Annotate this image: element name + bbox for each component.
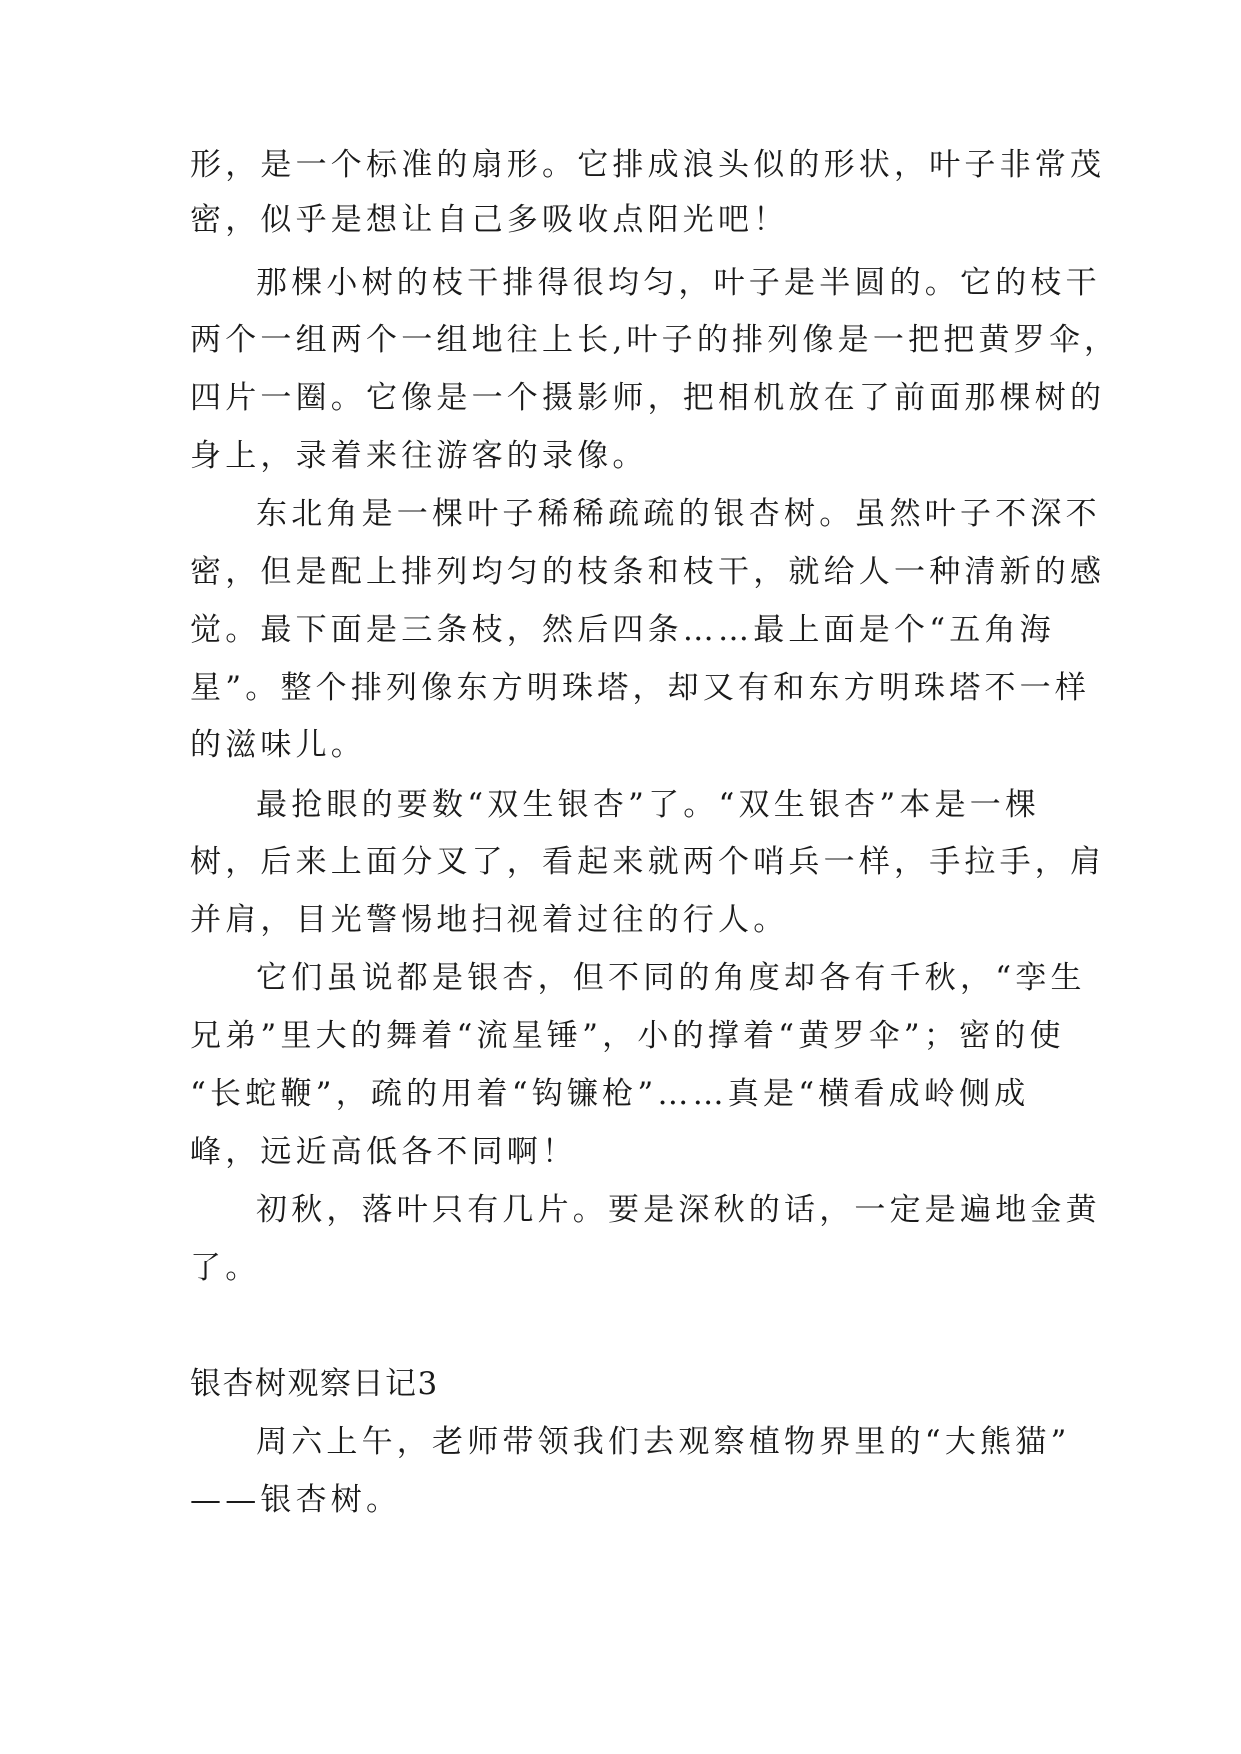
paragraph-line: 东北角是一棵叶子稀稀疏疏的银杏树。虽然叶子不深不 (256, 496, 1101, 532)
paragraph-line: “长蛇鞭”，疏的用着“钩镰枪”……真是“横看成岭侧成 (190, 1076, 1030, 1112)
paragraph-line: 并肩，目光警惕地扫视着过往的行人。 (190, 902, 789, 938)
paragraph-line: 树，后来上面分叉了，看起来就两个哨兵一样，手拉手，肩 (190, 844, 1106, 880)
paragraph-line: ——银杏树。 (190, 1482, 402, 1518)
paragraph-line: 的滋味儿。 (190, 727, 366, 763)
paragraph-line: 那棵小树的枝干排得很均匀，叶子是半圆的。它的枝干 (256, 265, 1101, 301)
paragraph-line: 身上，录着来往游客的录像。 (190, 438, 648, 474)
paragraph-line: 最抢眼的要数“双生银杏”了。“双生银杏”本是一棵 (256, 787, 1041, 823)
paragraph-line: 四片一圈。它像是一个摄影师，把相机放在了前面那棵树的 (190, 380, 1106, 416)
paragraph-line: 星”。整个排列像东方明珠塔，却又有和东方明珠塔不一样 (190, 670, 1091, 706)
paragraph-line: 它们虽说都是银杏，但不同的角度却各有千秋，“孪生 (256, 960, 1086, 996)
paragraph-line: 兄弟”里大的舞着“流星锤”，小的撑着“黄罗伞”；密的使 (190, 1018, 1065, 1054)
paragraph-line: 峰，远近高低各不同啊！ (190, 1134, 578, 1170)
paragraph-line: 了。 (190, 1250, 261, 1286)
paragraph-line: 周六上午，老师带领我们去观察植物界里的“大熊猫” (256, 1424, 1071, 1460)
paragraph-line: 密，但是配上排列均匀的枝条和枝干，就给人一种清新的感 (190, 554, 1106, 590)
paragraph-line: 觉。最下面是三条枝，然后四条……最上面是个“五角海 (190, 612, 1055, 648)
paragraph-line: 初秋，落叶只有几片。要是深秋的话，一定是遍地金黄 (256, 1192, 1101, 1228)
section-heading: 银杏树观察日记3 (190, 1366, 439, 1402)
paragraph-line: 形，是一个标准的扇形。它排成浪头似的形状，叶子非常茂 (190, 147, 1106, 183)
paragraph-line: 两个一组两个一组地往上长,叶子的排列像是一把把黄罗伞， (190, 322, 1120, 358)
paragraph-line: 密，似乎是想让自己多吸收点阳光吧！ (190, 202, 789, 238)
